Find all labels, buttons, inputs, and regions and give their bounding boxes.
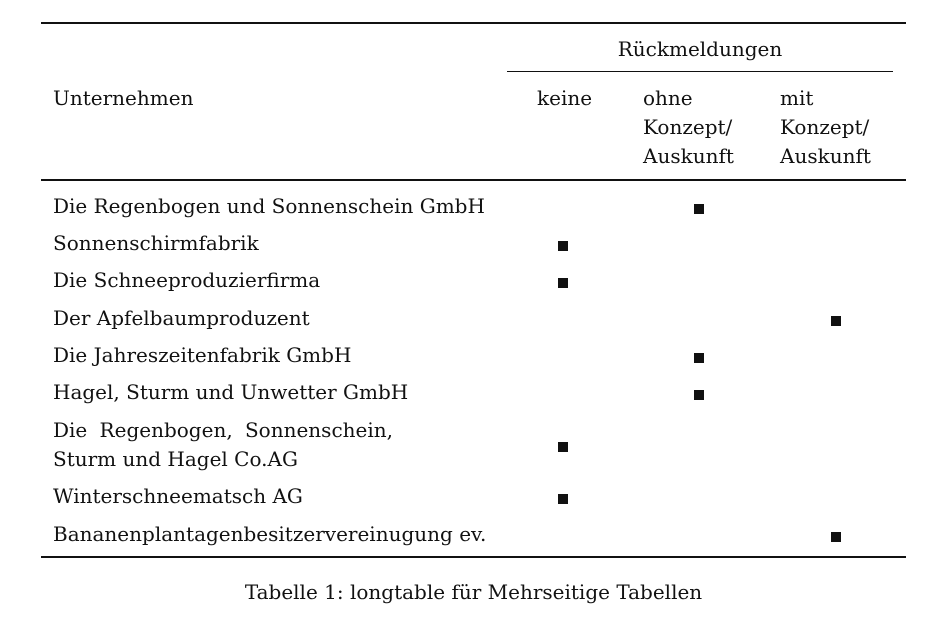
column-header-keine: keine	[537, 86, 593, 110]
column-group-rule	[507, 71, 893, 72]
table-header-rule	[41, 179, 906, 181]
company-column-header: Unternehmen	[53, 86, 194, 110]
response-marker-keine	[558, 241, 568, 251]
response-marker-ohne	[694, 390, 704, 400]
response-marker-keine	[558, 494, 568, 504]
table-row	[0, 341, 947, 370]
table-bottom-rule	[41, 556, 906, 558]
table-row	[0, 266, 947, 295]
column-group-header: Rückmeldungen	[617, 37, 783, 61]
company-name: Die Regenbogen und Sonnenschein GmbH	[53, 194, 485, 218]
table-row	[0, 304, 947, 333]
company-name: Die Jahreszeitenfabrik GmbH	[53, 343, 352, 367]
company-name: Die Regenbogen, Sonnenschein, Sturm und Hagel Co.AG	[53, 418, 393, 471]
company-name: Die Schneeproduzierfirma	[53, 268, 321, 292]
column-header-mit-konzept: mit Konzept/ Auskunft	[780, 86, 871, 168]
column-header-ohne-konzept: ohne Konzept/ Auskunft	[643, 86, 734, 168]
response-marker-ohne	[694, 204, 704, 214]
table-row	[0, 229, 947, 258]
company-name: Sonnenschirmfabrik	[53, 231, 259, 255]
company-name: Der Apfelbaumproduzent	[53, 306, 310, 330]
company-name: Bananenplantagenbesitzervereinugung ev.	[53, 522, 487, 546]
company-name: Hagel, Sturm und Unwetter GmbH	[53, 380, 409, 404]
table-top-rule	[41, 22, 906, 24]
table-row	[0, 520, 947, 549]
table-row	[0, 482, 947, 511]
table-caption: Tabelle 1: longtable für Mehrseitige Tabellen	[244, 580, 703, 604]
response-marker-ohne	[694, 353, 704, 363]
table-row	[0, 416, 947, 474]
table-row	[0, 192, 947, 221]
table-row	[0, 378, 947, 407]
response-marker-mit	[831, 316, 841, 326]
response-marker-keine	[558, 278, 568, 288]
response-marker-keine	[558, 442, 568, 452]
company-name: Winterschneematsch AG	[53, 484, 303, 508]
response-marker-mit	[831, 532, 841, 542]
